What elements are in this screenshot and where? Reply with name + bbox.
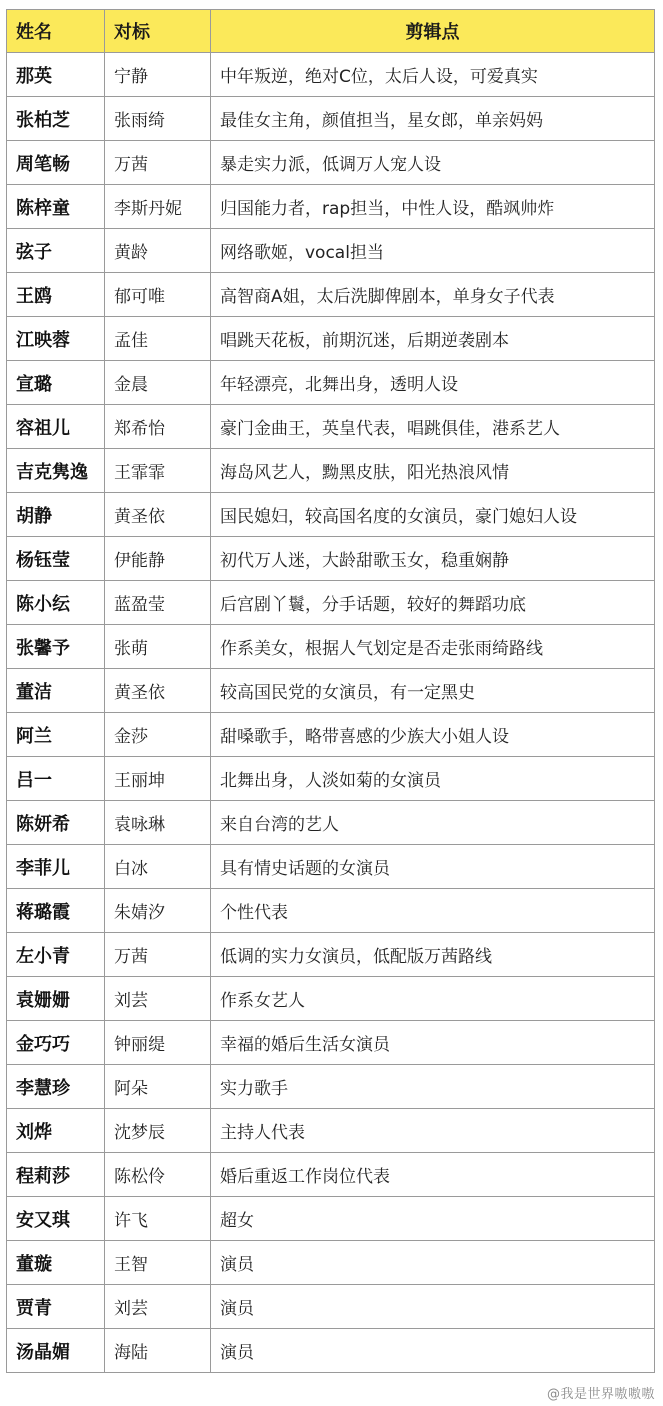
header-name: 姓名 <box>7 10 105 53</box>
name-cell: 金巧巧 <box>7 1021 105 1065</box>
benchmark-cell: 万茜 <box>105 933 211 977</box>
points-cell: 超女 <box>211 1197 655 1241</box>
table-row <box>7 1153 655 1197</box>
points-cell: 网络歌姬，vocal担当 <box>211 229 655 273</box>
table-row <box>7 801 655 845</box>
points-cell: 具有情史话题的女演员 <box>211 845 655 889</box>
points-cell: 后宫剧丫鬟，分手话题，较好的舞蹈功底 <box>211 581 655 625</box>
points-cell: 年轻漂亮，北舞出身，透明人设 <box>211 361 655 405</box>
points-cell: 海岛风艺人，黝黑皮肤，阳光热浪风情 <box>211 449 655 493</box>
points-cell: 幸福的婚后生活女演员 <box>211 1021 655 1065</box>
watermark: @我是世界嗷嗷嗷 <box>546 1387 655 1402</box>
points-cell: 主持人代表 <box>211 1109 655 1153</box>
benchmark-cell: 陈松伶 <box>105 1153 211 1197</box>
benchmark-cell: 李斯丹妮 <box>105 185 211 229</box>
points-cell: 个性代表 <box>211 889 655 933</box>
points-cell: 北舞出身，人淡如菊的女演员 <box>211 757 655 801</box>
benchmark-cell: 袁咏琳 <box>105 801 211 845</box>
name-cell: 刘烨 <box>7 1109 105 1153</box>
benchmark-cell: 张萌 <box>105 625 211 669</box>
benchmark-cell: 刘芸 <box>105 977 211 1021</box>
table-row <box>7 1065 655 1109</box>
points-cell: 婚后重返工作岗位代表 <box>211 1153 655 1197</box>
benchmark-cell: 张雨绮 <box>105 97 211 141</box>
table-row <box>7 713 655 757</box>
benchmark-cell: 王丽坤 <box>105 757 211 801</box>
name-cell: 那英 <box>7 53 105 97</box>
table-row <box>7 273 655 317</box>
name-cell: 汤晶媚 <box>7 1329 105 1373</box>
name-cell: 张馨予 <box>7 625 105 669</box>
table-row <box>7 185 655 229</box>
benchmark-cell: 金莎 <box>105 713 211 757</box>
points-cell: 演员 <box>211 1329 655 1373</box>
points-cell: 作系美女，根据人气划定是否走张雨绮路线 <box>211 625 655 669</box>
table-row <box>7 493 655 537</box>
table-row <box>7 97 655 141</box>
name-cell: 蒋璐霞 <box>7 889 105 933</box>
name-cell: 程莉莎 <box>7 1153 105 1197</box>
benchmark-cell: 黄圣依 <box>105 493 211 537</box>
points-cell: 高智商A姐，太后洗脚俾剧本，单身女子代表 <box>211 273 655 317</box>
table-row <box>7 1197 655 1241</box>
name-cell: 董璇 <box>7 1241 105 1285</box>
benchmark-cell: 许飞 <box>105 1197 211 1241</box>
points-cell: 中年叛逆，绝对C位，太后人设，可爱真实 <box>211 53 655 97</box>
points-cell: 归国能力者，rap担当，中性人设，酷飒帅炸 <box>211 185 655 229</box>
table-row <box>7 933 655 977</box>
points-cell: 实力歌手 <box>211 1065 655 1109</box>
name-cell: 宣璐 <box>7 361 105 405</box>
points-cell: 来自台湾的艺人 <box>211 801 655 845</box>
name-cell: 李菲儿 <box>7 845 105 889</box>
benchmark-cell: 郁可唯 <box>105 273 211 317</box>
table-row <box>7 581 655 625</box>
table-header <box>7 10 655 53</box>
name-cell: 袁姗姗 <box>7 977 105 1021</box>
name-cell: 张柏芝 <box>7 97 105 141</box>
name-cell: 弦子 <box>7 229 105 273</box>
table-row <box>7 229 655 273</box>
table-row <box>7 1021 655 1065</box>
table-row <box>7 1241 655 1285</box>
name-cell: 阿兰 <box>7 713 105 757</box>
table-row <box>7 317 655 361</box>
points-cell: 唱跳天花板，前期沉迷，后期逆袭剧本 <box>211 317 655 361</box>
name-cell: 李慧珍 <box>7 1065 105 1109</box>
table-row <box>7 1285 655 1329</box>
name-cell: 王鸥 <box>7 273 105 317</box>
header-points: 剪辑点 <box>211 10 655 53</box>
table-row <box>7 1329 655 1373</box>
table-row <box>7 361 655 405</box>
table-row <box>7 537 655 581</box>
name-cell: 贾青 <box>7 1285 105 1329</box>
name-cell: 董洁 <box>7 669 105 713</box>
table-row <box>7 405 655 449</box>
header-row <box>7 10 655 53</box>
benchmark-cell: 刘芸 <box>105 1285 211 1329</box>
points-cell: 作系女艺人 <box>211 977 655 1021</box>
benchmark-table <box>6 9 655 1373</box>
points-cell: 暴走实力派，低调万人宠人设 <box>211 141 655 185</box>
table-row <box>7 889 655 933</box>
table-row <box>7 757 655 801</box>
points-cell: 豪门金曲王，英皇代表，唱跳俱佳，港系艺人 <box>211 405 655 449</box>
table-row <box>7 845 655 889</box>
benchmark-cell: 蓝盈莹 <box>105 581 211 625</box>
table-row <box>7 1109 655 1153</box>
benchmark-cell: 伊能静 <box>105 537 211 581</box>
benchmark-cell: 钟丽缇 <box>105 1021 211 1065</box>
benchmark-cell: 金晨 <box>105 361 211 405</box>
table-row <box>7 53 655 97</box>
name-cell: 江映蓉 <box>7 317 105 361</box>
benchmark-cell: 海陆 <box>105 1329 211 1373</box>
table-row <box>7 141 655 185</box>
table-body <box>7 53 655 1373</box>
name-cell: 杨钰莹 <box>7 537 105 581</box>
name-cell: 陈小纭 <box>7 581 105 625</box>
benchmark-cell: 阿朵 <box>105 1065 211 1109</box>
points-cell: 演员 <box>211 1285 655 1329</box>
name-cell: 吉克隽逸 <box>7 449 105 493</box>
table-row <box>7 977 655 1021</box>
benchmark-cell: 宁静 <box>105 53 211 97</box>
benchmark-cell: 王霏霏 <box>105 449 211 493</box>
benchmark-cell: 孟佳 <box>105 317 211 361</box>
points-cell: 甜嗓歌手，略带喜感的少族大小姐人设 <box>211 713 655 757</box>
benchmark-cell: 万茜 <box>105 141 211 185</box>
points-cell: 低调的实力女演员，低配版万茜路线 <box>211 933 655 977</box>
benchmark-cell: 白冰 <box>105 845 211 889</box>
points-cell: 较高国民党的女演员，有一定黑史 <box>211 669 655 713</box>
points-cell: 初代万人迷，大龄甜歌玉女，稳重娴静 <box>211 537 655 581</box>
name-cell: 周笔畅 <box>7 141 105 185</box>
name-cell: 安又琪 <box>7 1197 105 1241</box>
points-cell: 国民媳妇，较高国名度的女演员，豪门媳妇人设 <box>211 493 655 537</box>
name-cell: 胡静 <box>7 493 105 537</box>
name-cell: 陈梓童 <box>7 185 105 229</box>
name-cell: 吕一 <box>7 757 105 801</box>
name-cell: 陈妍希 <box>7 801 105 845</box>
table-row <box>7 449 655 493</box>
header-benchmark: 对标 <box>105 10 211 53</box>
table-row <box>7 625 655 669</box>
benchmark-cell: 郑希怡 <box>105 405 211 449</box>
benchmark-cell: 黄龄 <box>105 229 211 273</box>
benchmark-cell: 王智 <box>105 1241 211 1285</box>
table-row <box>7 669 655 713</box>
benchmark-cell: 沈梦辰 <box>105 1109 211 1153</box>
benchmark-cell: 朱婧汐 <box>105 889 211 933</box>
points-cell: 演员 <box>211 1241 655 1285</box>
name-cell: 左小青 <box>7 933 105 977</box>
name-cell: 容祖儿 <box>7 405 105 449</box>
benchmark-cell: 黄圣依 <box>105 669 211 713</box>
points-cell: 最佳女主角，颜值担当，星女郎，单亲妈妈 <box>211 97 655 141</box>
